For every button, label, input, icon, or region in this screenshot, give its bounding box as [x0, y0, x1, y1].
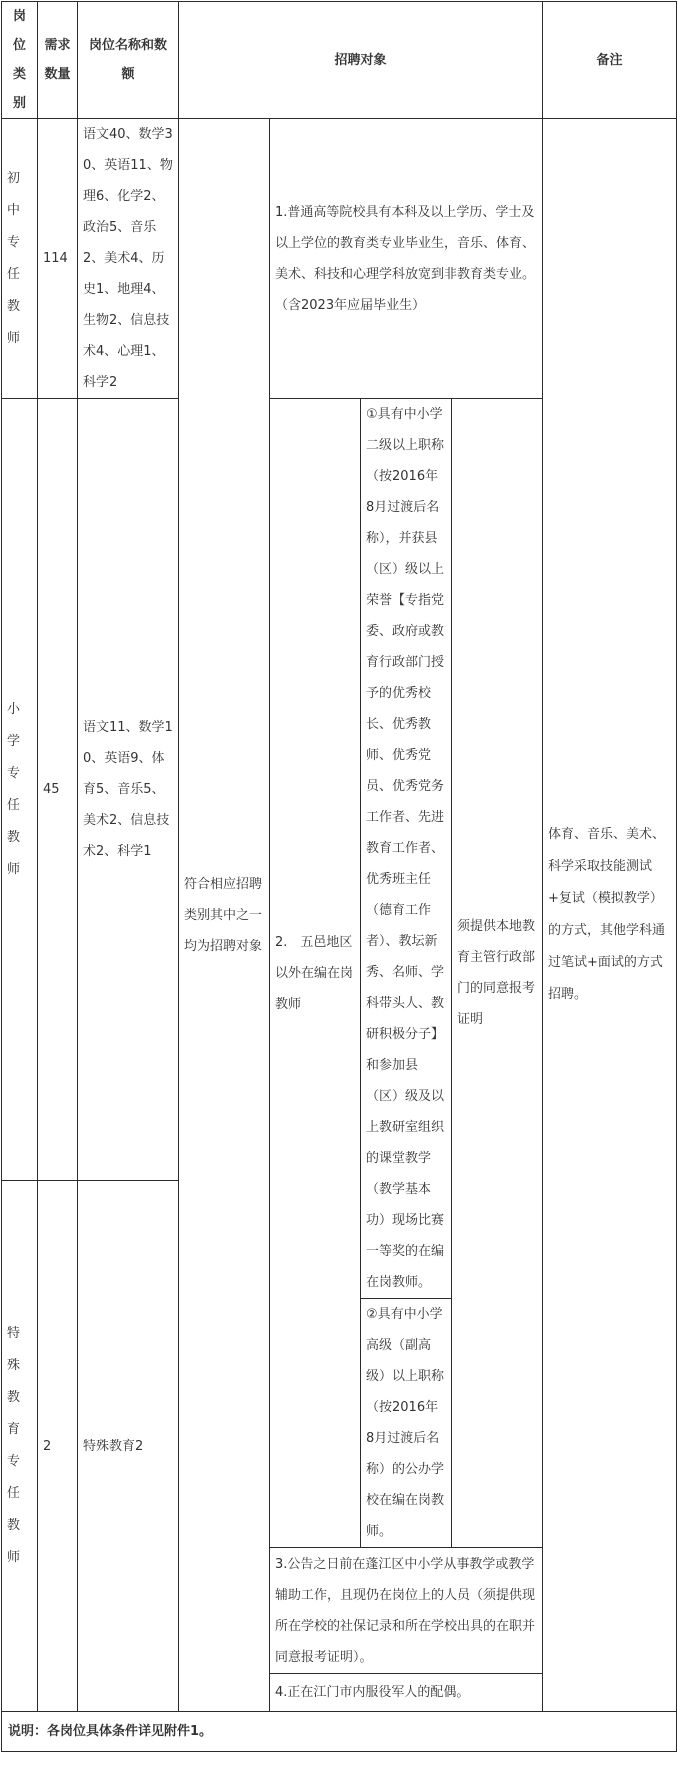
- target-2-label: 2. 五邑地区以外在编在岗教师: [270, 399, 361, 1548]
- header-remarks: 备注: [543, 2, 677, 119]
- posts-special: 特殊教育2: [78, 1181, 179, 1712]
- quantity-junior: 114: [38, 119, 78, 399]
- recruitment-table: [1, 1, 677, 1752]
- posts-primary: 语文11、数学10、英语9、体育5、音乐5、美术2、信息技术2、科学1: [78, 399, 179, 1181]
- header-post-type: 岗位类别: [2, 2, 38, 119]
- remarks-cell: 体育、音乐、美术、科学采取技能测试+复试（模拟教学）的方式，其他学科通过笔试+面试的方式招聘。: [543, 119, 677, 1712]
- post-type-special: 特殊教育专任教师: [2, 1181, 38, 1712]
- post-type-primary: 小学专任教师: [2, 399, 38, 1181]
- target-1: 1.普通高等院校具有本科及以上学历、学士及以上学位的教育类专业毕业生，音乐、体育、美术、科技和心理学科放宽到非教育类专业。（含2023年应届毕业生）: [270, 119, 543, 399]
- target-3: 3.公告之日前在蓬江区中小学从事教学或教学辅助工作，且现仍在岗位上的人员（须提供现所在学校的社保记录和所在学校出具的在职并同意报考证明）。: [270, 1548, 543, 1674]
- post-type-junior: 初中专任教师: [2, 119, 38, 399]
- target-2-option-1: ①具有中小学二级以上职称（按2016年8月过渡后名称），并获县（区）级以上荣誉【专指党委、政府或教育行政部门授予的优秀校长、优秀教师、优秀党员、优秀党务工作者、先进教育工作者、优秀班主任（德育工作者）、教坛新秀、名师、学科带头人、教研积极分子】和参加县（区）级及以上教研室组织的课堂教学（教学基本功）现场比赛一等奖的在编在岗教师。: [361, 399, 452, 1299]
- target-2-option-2: ②具有中小学高级（副高级）以上职称（按2016年8月过渡后名称）的公办学校在编在岗教师。: [361, 1299, 452, 1548]
- footnote: 说明：各岗位具体条件详见附件1。: [2, 1712, 677, 1752]
- quantity-primary: 45: [38, 399, 78, 1181]
- header-target: 招聘对象: [179, 2, 543, 119]
- header-post-name: 岗位名称和数额: [78, 2, 179, 119]
- eligibility-cell: 符合相应招聘类别其中之一均为招聘对象: [179, 119, 270, 1712]
- posts-junior: 语文40、数学30、英语11、物理6、化学2、政治5、音乐2、美术4、历史1、地理4、生物2、信息技术4、心理1、科学2: [78, 119, 179, 399]
- header-quantity: 需求数量: [38, 2, 78, 119]
- header-row: [2, 2, 677, 119]
- quantity-special: 2: [38, 1181, 78, 1712]
- footnote-row: [2, 1712, 677, 1752]
- table-row-junior: [2, 119, 677, 399]
- target-2-requirement: 须提供本地教育主管行政部门的同意报考证明: [452, 399, 543, 1548]
- target-4: 4.正在江门市内服役军人的配偶。: [270, 1674, 543, 1712]
